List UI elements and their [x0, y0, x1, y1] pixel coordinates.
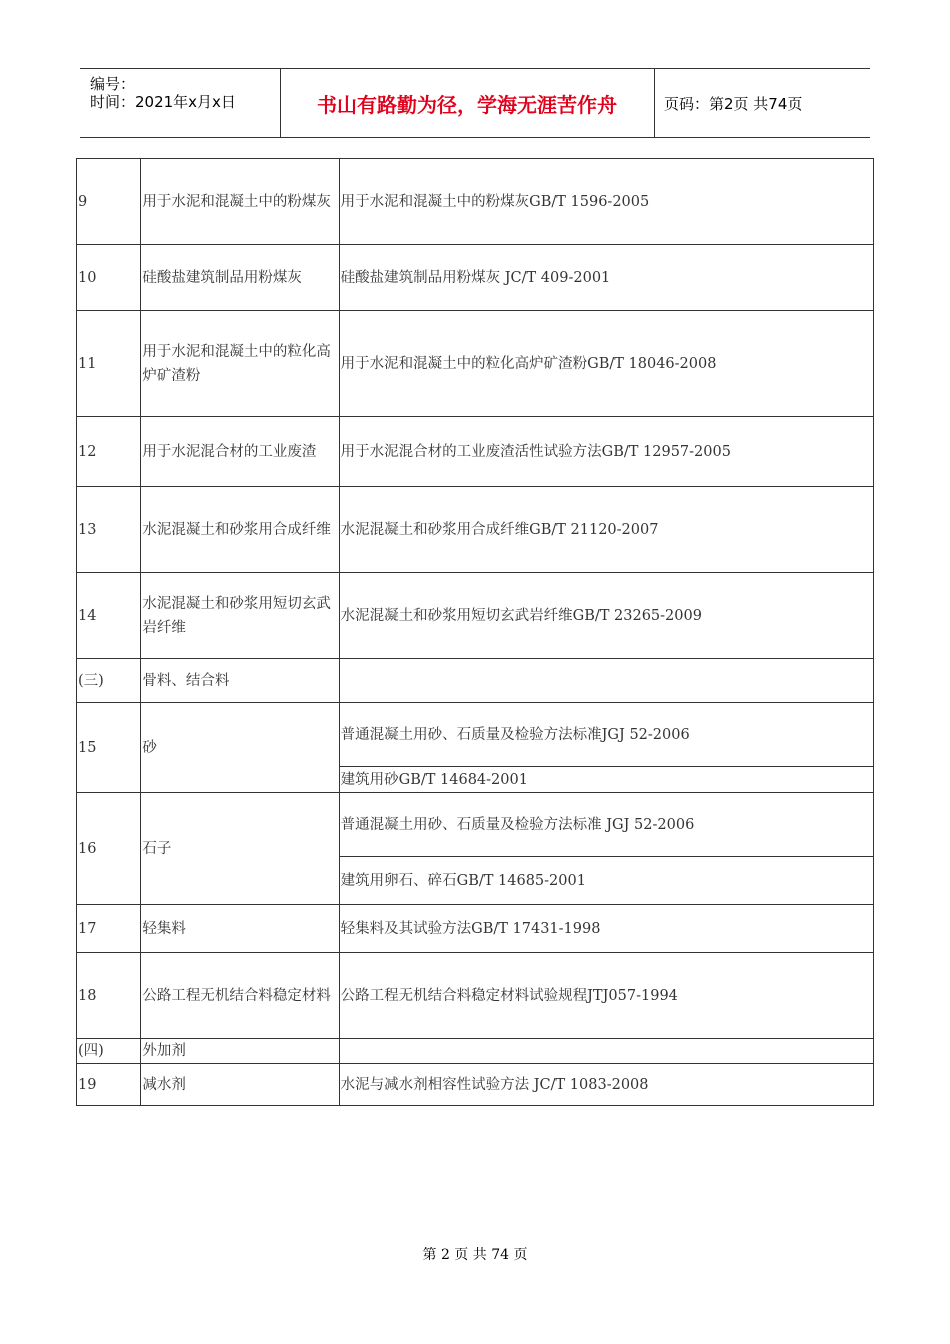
row-number: 16 — [77, 793, 141, 905]
material-name: 水泥混凝土和砂浆用短切玄武岩纤维 — [141, 573, 339, 659]
standard-text: 用于水泥和混凝土中的粉煤灰GB/T 1596-2005 — [339, 159, 873, 245]
material-name: 用于水泥混合材的工业废渣 — [141, 417, 339, 487]
time-label: 时间：2021年x月x日 — [90, 93, 236, 111]
standard-text: 公路工程无机结合料稳定材料试验规程JTJ057-1994 — [339, 953, 873, 1039]
standard-text: 用于水泥和混凝土中的粒化高炉矿渣粉GB/T 18046-2008 — [339, 311, 873, 417]
material-name: 水泥混凝土和砂浆用合成纤维 — [141, 487, 339, 573]
table-row — [77, 487, 874, 573]
table-row — [77, 703, 874, 767]
material-name: 减水剂 — [141, 1064, 339, 1106]
table-row — [77, 311, 874, 417]
page-footer: 第 2 页 共 74 页 — [422, 1247, 528, 1263]
standard-text — [339, 659, 873, 703]
table-row — [77, 573, 874, 659]
table-row — [77, 953, 874, 1039]
row-number: 9 — [77, 159, 141, 245]
header-motto: 书山有路勤为径，学海无涯苦作舟 — [280, 69, 655, 137]
section-name: 外加剂 — [141, 1039, 339, 1064]
code-label: 编号： — [90, 75, 136, 93]
material-name: 轻集料 — [141, 905, 339, 953]
table-row — [77, 417, 874, 487]
section-name: 骨料、结合料 — [141, 659, 339, 703]
row-number: 13 — [77, 487, 141, 573]
standard-text: 水泥混凝土和砂浆用短切玄武岩纤维GB/T 23265-2009 — [339, 573, 873, 659]
section-number: (三) — [77, 659, 141, 703]
standard-text: 普通混凝土用砂、石质量及检验方法标准JGJ 52-2006 — [339, 703, 873, 767]
material-name: 石子 — [141, 793, 339, 905]
row-number: 18 — [77, 953, 141, 1039]
standard-text: 建筑用卵石、碎石GB/T 14685-2001 — [339, 857, 873, 905]
standard-text: 水泥与减水剂相容性试验方法 JC/T 1083-2008 — [339, 1064, 873, 1106]
header-page-label: 页码：第2页 共74页 — [664, 95, 803, 113]
row-number: 11 — [77, 311, 141, 417]
table-row — [77, 793, 874, 857]
standard-text: 水泥混凝土和砂浆用合成纤维GB/T 21120-2007 — [339, 487, 873, 573]
section-row — [77, 659, 874, 703]
row-number: 15 — [77, 703, 141, 793]
table-row — [77, 1064, 874, 1106]
standard-text — [339, 1039, 873, 1064]
standard-text: 建筑用砂GB/T 14684-2001 — [339, 767, 873, 793]
table-row — [77, 245, 874, 311]
page-header — [80, 68, 870, 138]
standards-table — [76, 158, 874, 1106]
material-name: 公路工程无机结合料稳定材料 — [141, 953, 339, 1039]
row-number: 19 — [77, 1064, 141, 1106]
header-meta — [80, 69, 281, 137]
table-row — [77, 159, 874, 245]
row-number: 12 — [77, 417, 141, 487]
material-name: 用于水泥和混凝土中的粒化高炉矿渣粉 — [141, 311, 339, 417]
standard-text: 用于水泥混合材的工业废渣活性试验方法GB/T 12957-2005 — [339, 417, 873, 487]
material-name: 砂 — [141, 703, 339, 793]
material-name: 用于水泥和混凝土中的粉煤灰 — [141, 159, 339, 245]
row-number: 10 — [77, 245, 141, 311]
row-number: 14 — [77, 573, 141, 659]
standard-text: 硅酸盐建筑制品用粉煤灰 JC/T 409-2001 — [339, 245, 873, 311]
section-number: (四) — [77, 1039, 141, 1064]
row-number: 17 — [77, 905, 141, 953]
standard-text: 普通混凝土用砂、石质量及检验方法标准 JGJ 52-2006 — [339, 793, 873, 857]
section-row — [77, 1039, 874, 1064]
table-row — [77, 905, 874, 953]
material-name: 硅酸盐建筑制品用粉煤灰 — [141, 245, 339, 311]
standard-text: 轻集料及其试验方法GB/T 17431-1998 — [339, 905, 873, 953]
